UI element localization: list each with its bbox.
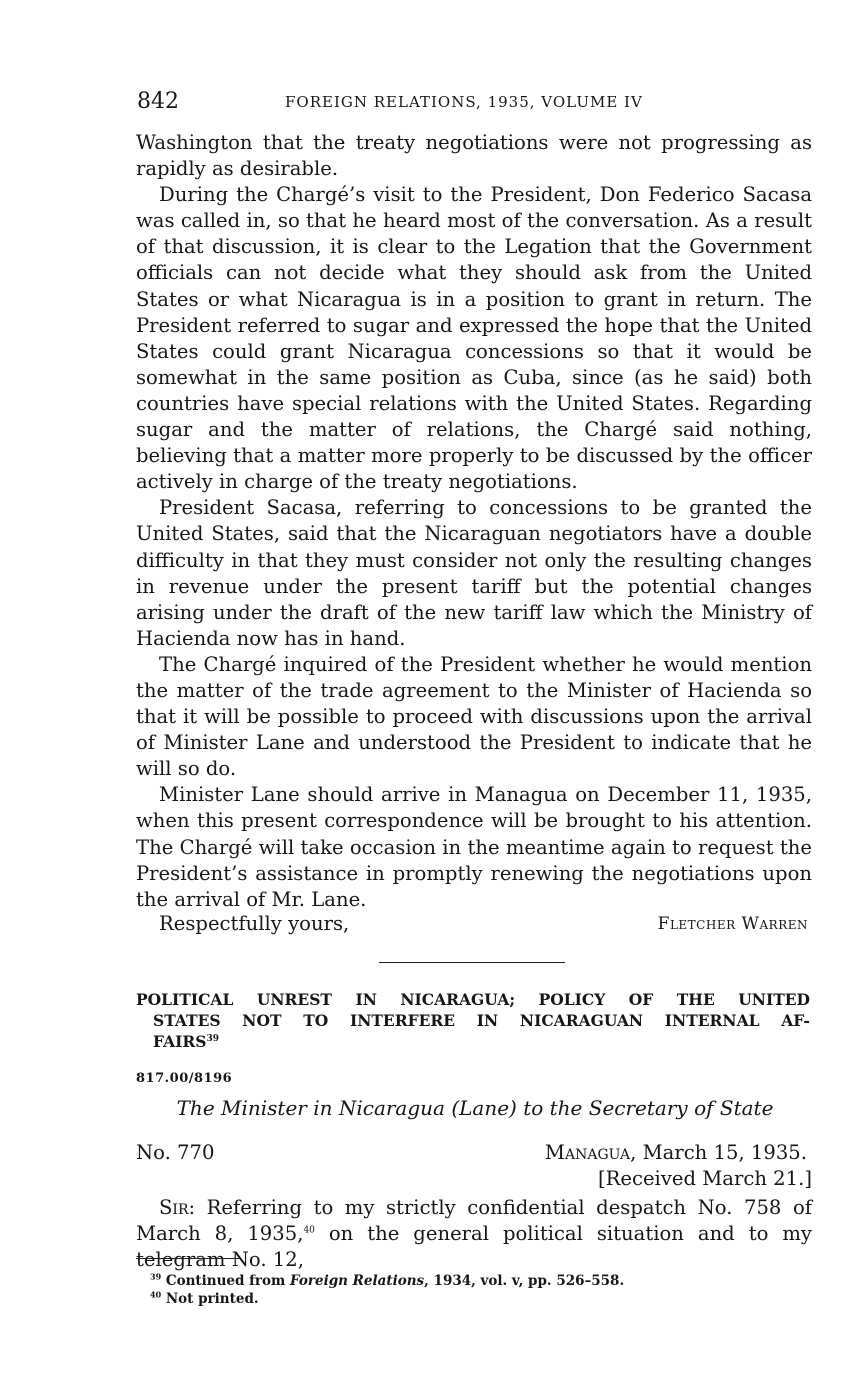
opening-paragraph: [136, 1195, 812, 1273]
footnote-39-text-b: , 1934, vol. v, pp. 526–558.: [424, 1273, 625, 1289]
footnote-ref-40: 40: [303, 1225, 315, 1236]
place-date: [545, 1141, 807, 1164]
paragraph-minister-lane: Minister Lane should arrive in Managua on December 11, 1935, when this present correspondence will be brought to his attention. The Chargé will take occasion in the meantime again to request the President’s assistance in promptly renewing the negotiations upon the arrival of Mr. Lane.: [136, 783, 812, 911]
letter-closing: [136, 912, 812, 942]
document-title: The Minister in Nicaragua (Lane) to the Secretary of State: [176, 1096, 774, 1120]
paragraph-trade-agreement: The Chargé inquired of the President whether he would mention the matter of the trade agreement to the Minister of Hacienda so that it will be possible to proceed with discussions upon the arrival of Minister Lane and understood the President to indicate that he will so do.: [136, 652, 812, 781]
received-date: [Received March 21.]: [597, 1167, 812, 1190]
footnote-39-ref: 39: [150, 1271, 162, 1282]
section-heading-line-3: [136, 1031, 810, 1052]
body-text: [136, 130, 812, 913]
letter-opening: [136, 1195, 812, 1273]
date: , March 15, 1935.: [630, 1141, 807, 1164]
footnote-40-ref: 40: [150, 1289, 162, 1300]
opening-text-a: : Referring to my strictly confidential despatch No. 758 of March 8, 1935,: [136, 1196, 812, 1246]
salutation: Sir: [159, 1196, 189, 1219]
complimentary-close: Respectfully yours,: [159, 912, 350, 935]
footnote-39-text-a: Continued from: [161, 1273, 291, 1289]
section-heading-line-2: STATES NOT TO INTERFERE IN NICARAGUAN INTERNAL AF-: [153, 1011, 810, 1030]
place: Managua: [544, 1141, 631, 1164]
section-heading-line-3-text: FAIRS: [153, 1032, 207, 1051]
footnotes: [150, 1272, 624, 1308]
paragraph-concessions: President Sacasa, referring to concessions to be granted the United States, said that the Nicaraguan negotiators have a double difficulty in that they must consider not only the resulting changes in revenue under the present tariff but the potential changes arising under the draft of the new tariff law which the Ministry of Hacienda now has in hand.: [136, 496, 812, 650]
section-heading-line-1: POLITICAL UNREST IN NICARAGUA; POLICY OF THE UNITED: [136, 990, 810, 1009]
paragraph-charge-visit: During the Chargé’s visit to the President, Don Federico Sacasa was called in, so that he heard most of the conversation. As a result of that discussion, it is clear to the Legation that the Government officials can not decide what they should ask from the United States or what Nicaragua is in a position to grant in return. The President referred to sugar and expressed the hope that the United States could grant Nicaragua concessions so that it would be somewhat in the same position as Cuba, since (as he said) both countries have special relations with the United States. Regarding sugar and the matter of relations, the Chargé said nothing, believing that a matter more properly to be discussed by the officer actively in charge of the treaty negotiations.: [136, 183, 812, 494]
document-number: No. 770: [136, 1141, 215, 1164]
footnote-39-italic: Foreign Relations: [290, 1273, 425, 1289]
signature: Fletcher Warren: [657, 914, 808, 934]
file-number: 817.00/8196: [136, 1071, 233, 1086]
footnote-ref-39: 39: [206, 1033, 219, 1044]
paragraph-continued: Washington that the treaty negotiations were not progressing as rapidly as desirable.: [136, 131, 812, 181]
page-number: 842: [137, 89, 179, 114]
running-head: FOREIGN RELATIONS, 1935, VOLUME IV: [285, 93, 643, 111]
section-heading: [136, 989, 810, 1052]
document-meta: [136, 1141, 812, 1197]
footnote-40: [150, 1290, 624, 1308]
opening-text-b: on the general political situation and to my telegram No. 12,: [136, 1222, 812, 1272]
footnote-40-text: Not printed.: [161, 1291, 259, 1307]
page-header: [137, 89, 817, 119]
footnote-39: [150, 1272, 624, 1290]
section-divider: [379, 962, 565, 963]
footnote-divider: [136, 1258, 240, 1259]
